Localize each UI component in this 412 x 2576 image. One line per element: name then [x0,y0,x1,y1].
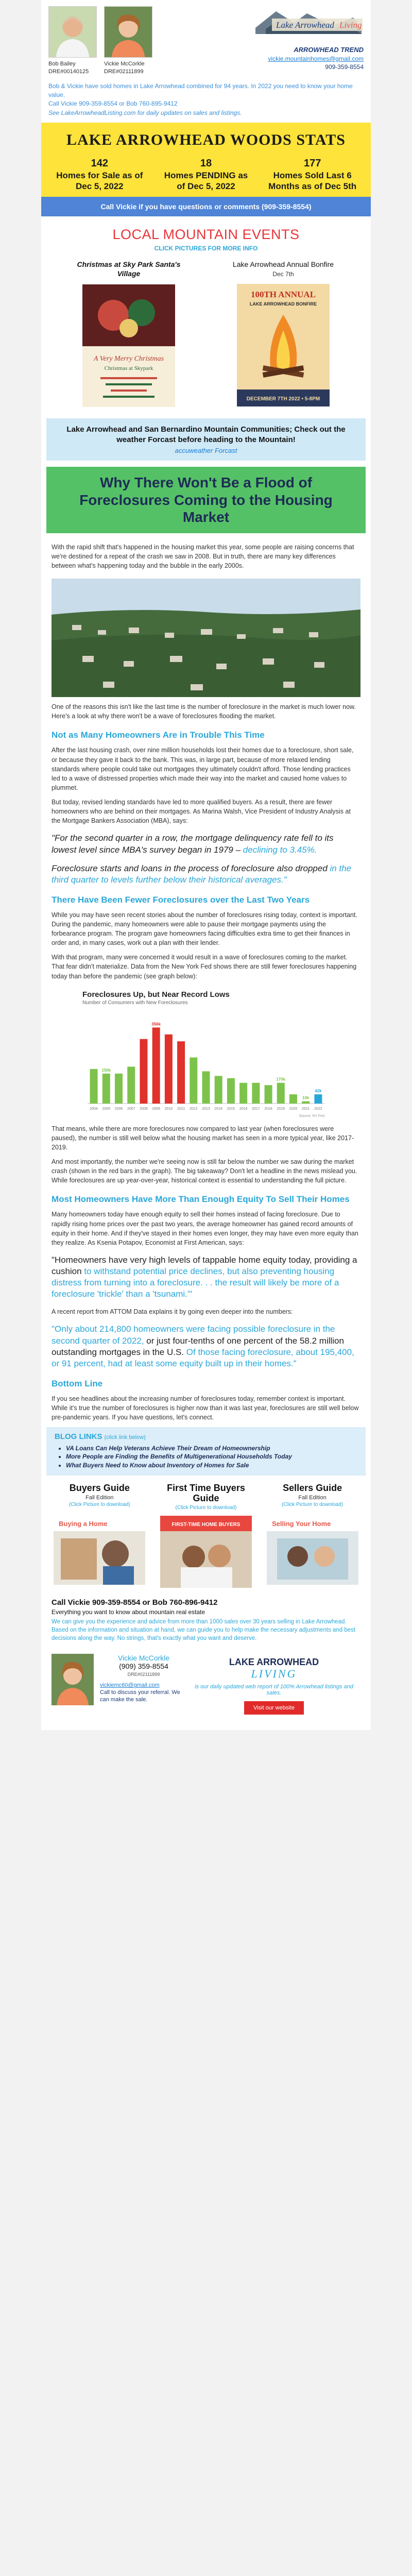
stat-number: 177 [303,158,321,170]
svg-text:Selling Your Home: Selling Your Home [271,1520,331,1528]
footer-contact [100,1654,187,1703]
agent-name: Bob Bailey [48,61,76,67]
foreclosure-chart [82,990,330,1119]
quote-dark: or just four-tenths of one percent of the 58.2 million outstanding mortgages in the U.S. [52,1335,344,1357]
article-paragraph: If you see headlines about the increasing number of foreclosures today, remember context is important. While it's true the number of foreclosures is higher now than it was last year, foreclosures are still well below pre-pandemic years. If you have questions, let's connect. [52,1395,359,1421]
svg-text:LAKE ARROWHEAD BONFIRE: LAKE ARROWHEAD BONFIRE [249,301,317,307]
intro-listing-link[interactable]: See LakeArrowheadListing.com for daily updates on sales and listings. [48,109,242,116]
chart-bar [90,1069,98,1104]
article-title: Why There Won't Be a Flood of Foreclosures Coming to the Housing Market [79,474,333,526]
guides-row [41,1476,371,1591]
events-subtitle: CLICK PICTURES FOR MORE INFO [154,245,258,252]
guide-click-hint: (Click Picture to download) [175,1505,237,1511]
chart-x-tick: 2004 [90,1107,98,1111]
blog-link[interactable]: • VA Loans Can Help Veterans Achieve Their Dream of Homeownership [66,1444,357,1452]
bonfire-poster[interactable] [237,284,330,406]
header-phone: 909-359-8554 [325,63,364,71]
chart-data-label: 42k [315,1088,322,1093]
chart-bar [102,1074,110,1104]
guide-first-time [157,1483,255,1588]
skypark-christmas-poster[interactable] [82,284,175,407]
article-paragraph: And most importantly, the number we're seeing now is still far below the number we saw during the market crash (shown in the red bars in the graph). The big takeaway? Don't let a headline in the news mislead you. While foreclosures are up year-over-year, historical context is essential to understanding the full picture. [52,1158,357,1184]
chart-x-tick: 2014 [214,1107,222,1111]
chart-data-label: 356k [151,1022,161,1027]
newsletter [41,0,371,1730]
chart-bar [165,1034,173,1103]
svg-text:LAKE ARROWHEAD: LAKE ARROWHEAD [229,1657,319,1668]
quote-text: Of those facing foreclosure, about 195,400, or 91 percent, had at least some equity built up in their homes." [52,1347,354,1368]
chart-x-tick: 2021 [301,1107,310,1111]
article-paragraph: Many homeowners today have enough equity to sell their homes instead of facing foreclosure. Due to rapidly rising home prices over the past two years, the average homeowner has gained record amounts of equity in their home. And if they've stayed in their homes even longer, they may have even more equity than they realize. As Ksenia Potapov, Economist at First American, says: [52,1211,358,1246]
agent-name: Vickie McCorkle [104,61,145,67]
event-bonfire [221,260,345,407]
guide-click-hint: (Click Picture to download) [282,1502,344,1508]
blog-links [46,1427,366,1476]
stat-pending [160,158,252,192]
svg-text:Living: Living [339,20,362,30]
chart-x-tick: 2005 [102,1107,111,1111]
visit-website-button[interactable]: Visit our website [244,1701,304,1715]
weather-forecast-link[interactable]: accuweather Forcast [175,447,237,455]
section-heading: Not as Many Homeowners Are in Trouble This Time [52,730,265,740]
brand-block [160,6,364,76]
chart-bar [252,1082,260,1103]
article-paragraph: That means, while there are more foreclosures now compared to last year (when foreclosures were paused), the number is still well below what the housing market has seen in a more typical year, like 2017-2019. [52,1125,354,1151]
svg-text:FIRST-TIME HOME BUYERS: FIRST-TIME HOME BUYERS [171,1522,241,1528]
article-paragraph: While you may have seen recent stories about the number of foreclosures rising today, context is important. During the pandemic, many homeowners were able to pause their mortgage payments using the forbearance program. The program gave homeowners facing difficulties extra time to get their finances in order and, in many cases, work out a plan with their lender. [52,911,357,947]
weather-text: Lake Arrowhead and San Bernardino Mountain Communities; Check out the weather Forcast before heading to the Mountain! [66,425,346,444]
weather-box [46,418,366,461]
guide-title: First Time Buyers Guide [167,1482,245,1504]
stat-sold [266,158,359,192]
header [41,0,371,79]
agent-vickie [104,6,152,76]
footer-agent-name: Vickie McCorkle [117,1654,170,1663]
footer [41,1646,371,1730]
chart-x-tick: 2008 [140,1107,148,1111]
foreclosure-bar-chart [82,1006,330,1119]
attom-quote [52,1324,360,1369]
footer-message: can make the sale. [100,1697,148,1703]
stat-for-sale [53,158,146,192]
section-heading: There Have Been Fewer Foreclosures over the Last Two Years [52,894,310,905]
agent-dre: DRE#02111899 [104,68,144,75]
footer-message: Call to discuss your referral. We [100,1689,180,1696]
chart-bar [302,1101,310,1103]
svg-text:LIVING: LIVING [251,1667,297,1681]
quote-text: "Only about 214,800 homeowners were facing possible foreclosure in the second quarter of 2022, [52,1324,335,1346]
chart-bar [239,1082,247,1103]
intro-line: Call Vickie 909-359-8554 or Bob 760-895-9412 [48,100,178,108]
chart-x-tick: 2010 [164,1107,173,1111]
article-paragraph: After the last housing crash, over nine million households lost their homes due to a foreclosure, short sale, or because they gave it back to the bank. This was, in large part, because of more relaxed lending standards where people could take out mortgages they ultimately couldn't afford. Those lending practices led to a wave of distressed properties which made their way into the market and caused home values to plummet. [52,747,354,791]
guide-title: Buyers Guide [69,1482,130,1493]
chart-x-tick: 2016 [239,1107,248,1111]
article-paragraph: With that program, many were concerned it would result in a wave of foreclosures coming to the market. That fear didn't materialize. Data from the New York Fed shows there are still fewer foreclosures happening today than before the pandemic (see graph below): [52,954,357,980]
chart-bar [314,1094,322,1104]
chart-bar [202,1071,210,1104]
blog-list [66,1444,357,1469]
chart-x-tick: 2019 [277,1107,285,1111]
chart-x-tick: 2011 [177,1107,185,1111]
events-row [41,255,371,414]
guide-sellers [264,1483,362,1588]
chart-bar [215,1076,222,1104]
blog-link[interactable]: • What Buyers Need to Know about Inventory of Homes for Sale [66,1461,357,1469]
buyers-guide-cover[interactable] [54,1513,145,1585]
stat-number: 18 [200,158,212,170]
chart-x-tick: 2018 [264,1107,272,1111]
svg-text:Lake Arrowhead: Lake Arrowhead [276,20,334,30]
call-block [41,1591,371,1646]
chart-source: Source: NY Fed [299,1114,324,1118]
first-american-quote [52,1255,360,1300]
header-email-link[interactable]: vickie.mountainhomes@gmail.com [268,55,364,62]
call-subtitle: Everything you want to know about mountain real estate [52,1608,205,1616]
stat-label: Homes Sold Last 6 Months as of Dec 5th [268,171,357,191]
quote-highlight: to withstand potential price declines, but also preventing housing distress from turning into a foreclosure. . . the result will likely be more of a foreclosure 'trickle' than a 'tsunami.'" [52,1266,339,1299]
sellers-guide-cover[interactable] [267,1513,358,1585]
quote-highlight: in the third quarter to levels further below their historical averages." [52,863,352,885]
lake-arrowhead-living-logo[interactable] [245,7,364,38]
aerial-neighborhood-photo [52,579,360,697]
chart-bar [115,1074,123,1104]
chart-x-tick: 2013 [202,1107,210,1111]
chart-bar [152,1027,160,1104]
chart-x-tick: 2015 [227,1107,235,1111]
stat-number: 142 [91,158,109,170]
trend-title: ARROWHEAD TREND [294,46,364,54]
chart-bar [127,1066,135,1104]
footer-email-link[interactable]: vickiemc60@gmail.com [100,1682,160,1689]
event-skypark [67,260,191,407]
first-time-buyers-cover[interactable] [160,1516,252,1588]
mba-quote [52,833,360,855]
chart-x-tick: 2006 [114,1107,123,1111]
event-date: Dec 7th [272,270,294,278]
event-title: Christmas at Sky Park Santa's Village [77,260,181,278]
chart-title: Foreclosures Up, but Near Record Lows [82,990,230,999]
agent-photo-vickie[interactable] [104,6,152,58]
intro-line: Bob & Vickie have sold homes in Lake Arrowhead combined for 94 years. In 2022 you need to know your home value. [48,82,353,99]
agent-dre: DRE#00140125 [48,68,89,75]
stat-label: Homes PENDING as of Dec 5, 2022 [164,171,248,191]
article-paragraph: One of the reasons this isn't like the last time is the number of foreclosure in the market is much lower now. Here's a look at why there won't be a wave of foreclosures flooding the market. [52,703,356,720]
chart-subtitle: Number of Consumers with New Foreclosures [82,999,188,1006]
chart-x-tick: 2007 [127,1107,135,1111]
quote-text: Foreclosure starts and loans in the process of foreclosure also dropped [52,863,330,873]
footer-logo[interactable] [215,1654,333,1681]
events-header [41,216,371,255]
article-paragraph: A recent report from ATTOM Data explains it by going even deeper into the numbers: [52,1308,293,1316]
call-title: Call Vickie 909-359-8554 or Bob 760-896-9412 [52,1598,218,1607]
svg-text:DECEMBER 7TH 2022 • 5-8PM: DECEMBER 7TH 2022 • 5-8PM [246,396,320,402]
chart-bar [190,1057,197,1103]
mba-quote-2 [52,863,360,886]
guide-click-hint: (Click Picture to download) [68,1502,130,1508]
blog-link[interactable]: • More People are Finding the Benefits of Multigenerational Households Today [66,1452,357,1461]
section-heading: Bottom Line [52,1378,103,1388]
blog-heading [55,1432,357,1441]
footer-phone: (909) 359-8554 [119,1662,168,1671]
chart-bar [265,1085,272,1104]
stats-row [46,158,366,192]
chart-data-label: 170k [276,1077,286,1082]
call-body: We can give you the experience and advice from more than 1000 sales over 30 years selling in Lake Arrowhead. Based on the information and situation at hand, we can guide you to help make the necessary adjustments and best decisions along the way. No strings, that's exactly what you want and deserve. [52,1619,356,1642]
quote-text: "Homeowners have very high levels of tappable home equity today, providing a cushion [52,1255,357,1277]
article-paragraph: But today, revised lending standards have led to more qualified buyers. As a result, there are fewer homeowners who are behind on their mortgages. As Marina Walsh, Vice President of Industry Analysis at the Mortgage Bankers Association (MBA), says: [52,799,351,825]
blog-hint: (click link below) [104,1434,146,1441]
svg-text:100TH ANNUAL: 100TH ANNUAL [250,289,316,299]
stats-section [41,123,371,197]
stats-title: LAKE ARROWHEAD WOODS STATS [66,131,346,149]
footer-agent-photo [52,1654,94,1705]
chart-bar [177,1041,185,1104]
quote-text: "For the second quarter in a row, the mortgage delinquency rate fell to its lowest level since MBA's survey began in 1979 – [52,833,334,855]
guide-buyers [50,1483,148,1588]
chart-data-label: 10k [302,1095,310,1100]
events-title: LOCAL MOUNTAIN EVENTS [112,227,300,243]
footer-update-text: is our daily updated web report of 100% Arrowhead listings and sales. [195,1684,353,1697]
agent-bob [48,6,97,76]
agent-photo-bob[interactable] [48,6,97,58]
chart-data-label: 150k [101,1067,111,1073]
svg-text:Christmas at Skypark: Christmas at Skypark [104,365,153,372]
footer-brand [187,1654,360,1715]
chart-x-tick: 2020 [289,1107,298,1111]
guide-title: Sellers Guide [283,1482,342,1493]
event-title: Lake Arrowhead Annual Bonfire [232,260,334,269]
section-heading: Most Homeowners Have More Than Enough Equity To Sell Their Homes [52,1194,350,1205]
chart-bar [140,1039,147,1103]
article-title-band [46,467,366,533]
svg-text:A Very Merry Christmas: A Very Merry Christmas [93,355,164,363]
guide-subtitle: Fall Edition [298,1495,327,1501]
chart-x-tick: 2012 [190,1107,198,1111]
stat-label: Homes for Sale as of Dec 5, 2022 [56,171,143,191]
chart-bar [277,1082,285,1103]
blog-title: BLOG LINKS [55,1432,102,1442]
call-vickie-bar[interactable]: Call Vickie if you have questions or comments (909-359-8554) [41,197,371,216]
footer-dre: DRE#02111899 [127,1672,160,1677]
chart-bar [227,1078,235,1103]
chart-bar [289,1094,297,1104]
chart-x-tick: 2009 [152,1107,160,1111]
chart-x-tick: 2022 [314,1107,322,1111]
guide-subtitle: Fall Edition [85,1495,114,1501]
article-paragraph: With the rapid shift that's happened in the housing market this year, some people are raising concerns that we're destined for a repeat of the crash we saw in 2008. But in truth, there are many key differences between what's happening today and the bubble in the early 2000s. [52,543,354,570]
intro-text [41,79,371,123]
quote-highlight: declining to 3.45%. [243,844,317,855]
article-body [41,533,371,1422]
svg-text:Buying a Home: Buying a Home [59,1520,108,1528]
chart-x-tick: 2017 [252,1107,260,1111]
